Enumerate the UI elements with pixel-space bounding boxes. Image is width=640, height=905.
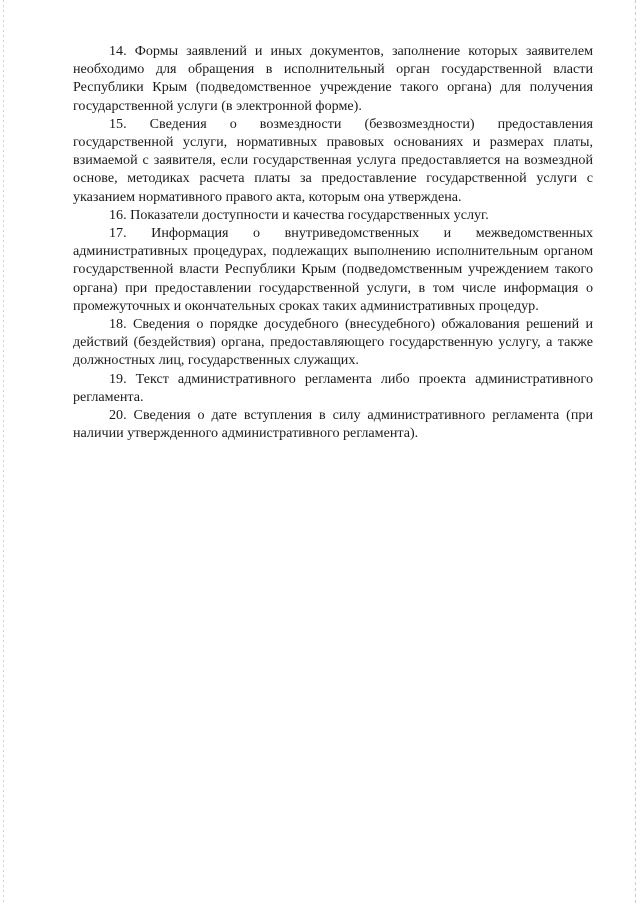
paragraph-item-14: 14. Формы заявлений и иных документов, заполнение которых заявителем необходимо для обращения в исполнительный орган государственной власти Республики Крым (подведомственное учреждение такого органа) для получения государственной услуги (в электронной форме). xyxy=(73,43,593,114)
paragraph-item-19: 19. Текст административного регламента либо проекта административного регламента. xyxy=(73,370,593,405)
paragraph-item-18: 18. Сведения о порядке досудебного (внесудебного) обжалования решений и действий (бездействия) органа, предоставляющего государственную услугу, а также должностных лиц, государственных служащих. xyxy=(73,316,593,369)
paragraph-item-17: 17. Информация о внутриведомственных и межведомственных административных процедурах, подлежащих выполнению исполнительным органом государственной власти Республики Крым (подведомственным учреждением такого органа) при предоставлении государственной услуги, в том числе информация о промежуточных и окончательных сроках таких административных процедур. xyxy=(73,225,593,314)
scan-edge-left xyxy=(3,0,4,905)
paragraph-item-20: 20. Сведения о дате вступления в силу административного регламента (при наличии утвержденного административного регламента). xyxy=(73,407,593,442)
paragraph-item-15: 15. Сведения о возмездности (безвозмездности) предоставления государственной услуги, нормативных правовых основаниях и размерах платы, взимаемой с заявителя, если государственная услуга предоставляется на возмездной основе, методиках расчета платы за предоставление государственной услуги с указанием нормативного правого акта, которым она утверждена. xyxy=(73,115,593,205)
document-body xyxy=(73,42,593,442)
scan-edge-right xyxy=(635,0,636,905)
paragraph-item-16: 16. Показатели доступности и качества государственных услуг. xyxy=(109,206,489,223)
